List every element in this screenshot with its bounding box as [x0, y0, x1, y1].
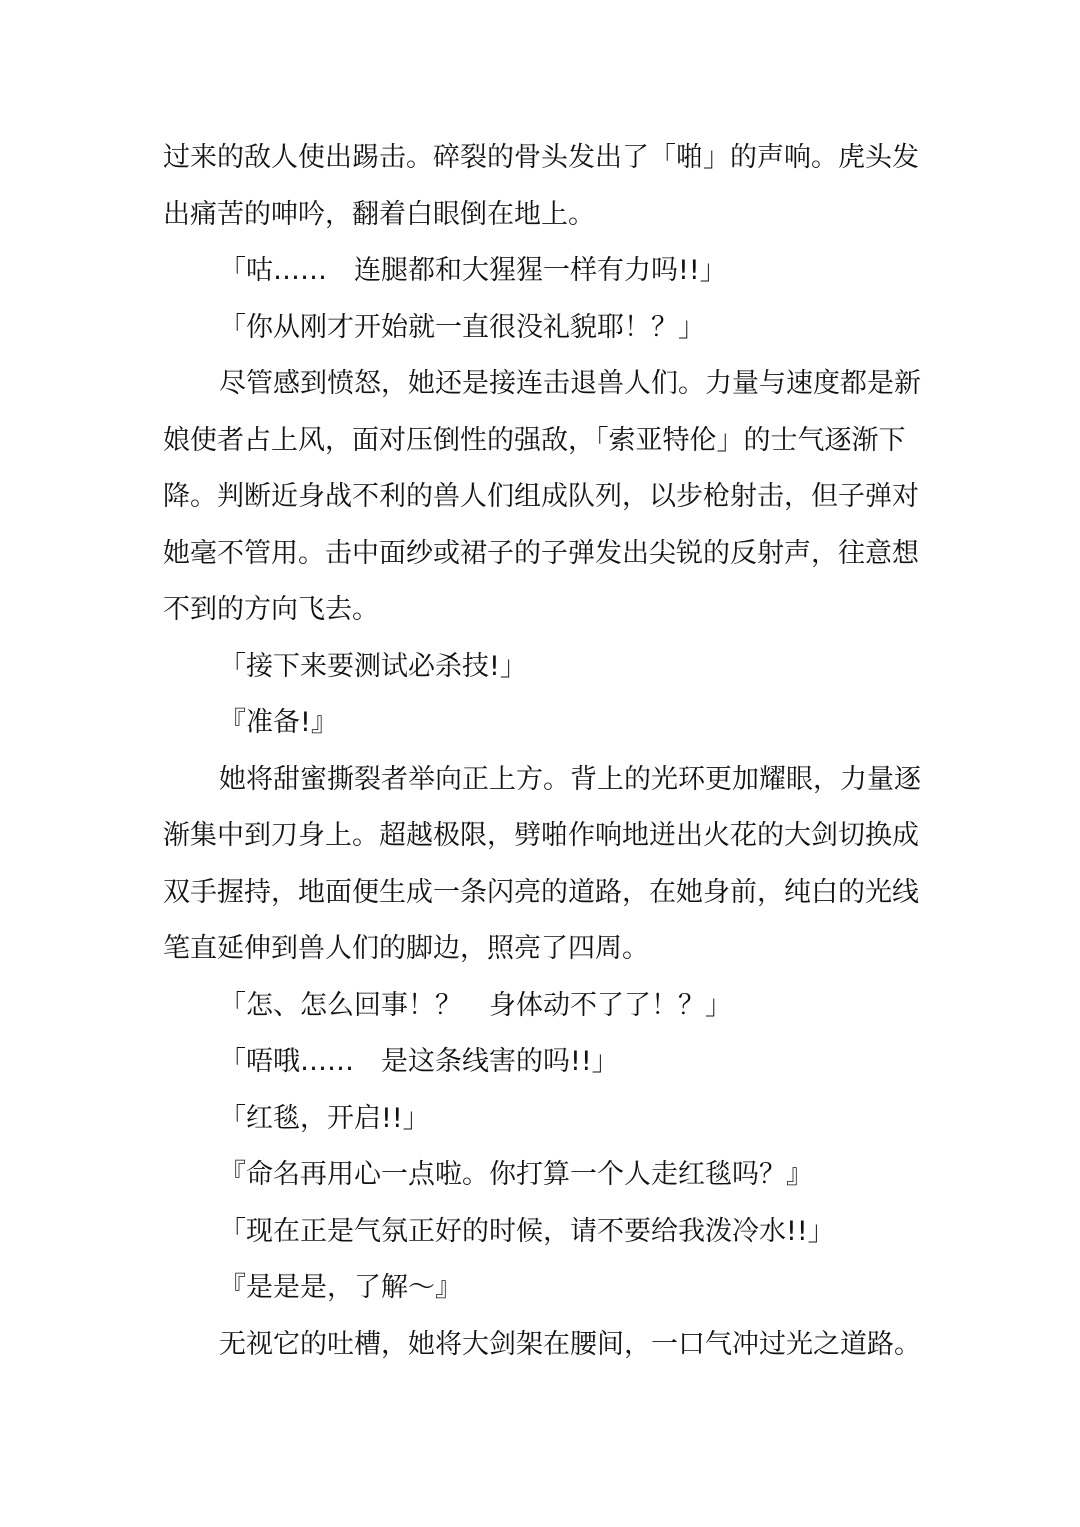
- text-line: 渐集中到刀身上。超越极限，劈啪作响地迸出火花的大剑切换成: [163, 820, 919, 851]
- dialogue-line: 「你从刚才开始就一直很没礼貌耶！？」: [219, 311, 705, 343]
- dialogue-line: 「现在正是气氛正好的时候，请不要给我泼冷水!!」: [219, 1215, 835, 1247]
- text-line: 降。判断近身战不利的兽人们组成队列，以步枪射击，但子弹对: [163, 481, 919, 512]
- dialogue-line: 『命名再用心一点啦。你打算一个人走红毯吗？』: [219, 1159, 813, 1190]
- dialogue-line: 「唔哦…… 是这条线害的吗!!」: [219, 1046, 619, 1077]
- text-line: 过来的敌人使出踢击。碎裂的骨头发出了「啪」的声响。虎头发: [163, 142, 919, 173]
- text-line: 出痛苦的呻吟，翻着白眼倒在地上。: [163, 198, 595, 230]
- dialogue-line: 「接下来要测试必杀技!」: [219, 650, 527, 682]
- body-text: [163, 130, 933, 1373]
- text-line: 笔直延伸到兽人们的脚边，照亮了四周。: [163, 933, 649, 964]
- dialogue-line: 「红毯，开启!!」: [219, 1102, 430, 1134]
- dialogue-line: 『是是是，了解～』: [219, 1272, 462, 1303]
- text-line: 她毫不管用。击中面纱或裙子的子弹发出尖锐的反射声，往意想: [163, 537, 919, 569]
- text-line: 尽管感到愤怒，她还是接连击退兽人们。力量与速度都是新: [219, 368, 921, 399]
- text-line: 不到的方向飞去。: [163, 594, 379, 625]
- text-line: 双手握持，地面便生成一条闪亮的道路，在她身前，纯白的光线: [163, 876, 919, 908]
- dialogue-line: 「咕…… 连腿都和大猩猩一样有力吗!!」: [219, 255, 727, 286]
- text-line: 她将甜蜜撕裂者举向正上方。背上的光环更加耀眼，力量逐: [219, 763, 921, 795]
- text-line: 娘使者占上风，面对压倒性的强敌，「索亚特伦」的士气逐渐下: [163, 424, 906, 456]
- text-line: 无视它的吐槽，她将大剑架在腰间，一口气冲过光之道路。: [219, 1328, 921, 1360]
- dialogue-line: 「怎、怎么回事！？ 身体动不了了！？」: [219, 989, 732, 1021]
- dialogue-line: 『准备!』: [219, 707, 338, 738]
